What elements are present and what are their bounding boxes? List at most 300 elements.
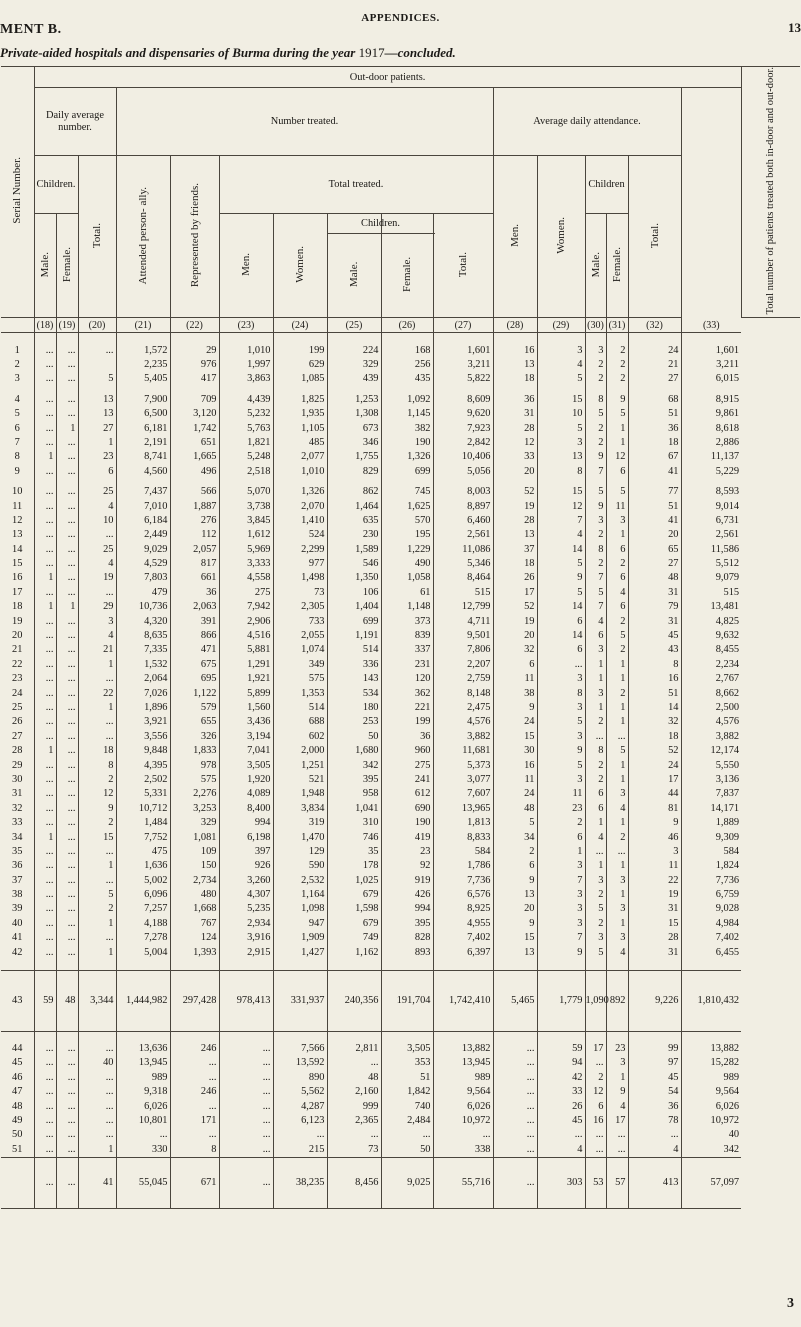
data-cell: ... — [56, 1157, 78, 1208]
data-cell: 1,470 — [273, 830, 327, 844]
data-cell: 5 — [606, 485, 628, 499]
table-row — [1, 902, 800, 916]
data-cell: 7,437 — [116, 485, 170, 499]
data-cell: 1,148 — [381, 600, 433, 614]
data-cell: 994 — [381, 902, 433, 916]
data-cell: 3,845 — [219, 514, 273, 528]
data-cell: 1 — [585, 658, 606, 672]
table-row — [1, 1085, 800, 1099]
data-cell: 57 — [606, 1157, 628, 1208]
data-cell: 1,025 — [327, 873, 381, 887]
data-cell: 1,601 — [681, 343, 741, 357]
data-cell: 3 — [585, 931, 606, 945]
number-treated-header: Number treated. — [116, 88, 493, 156]
data-cell: 828 — [381, 931, 433, 945]
data-cell: 8,593 — [681, 485, 741, 499]
data-cell: 18 — [628, 436, 681, 450]
data-cell: 50 — [381, 1143, 433, 1158]
data-cell: 16 — [493, 758, 537, 772]
serial-cell: 7 — [14, 436, 20, 448]
data-cell: 31 — [628, 614, 681, 628]
data-cell: 21 — [628, 358, 681, 372]
data-cell: 1 — [78, 436, 116, 450]
data-cell: 326 — [170, 730, 219, 744]
data-cell: 27 — [628, 372, 681, 386]
table-row — [1, 1042, 800, 1056]
data-cell: 6 — [606, 465, 628, 479]
data-cell: ... — [493, 1056, 537, 1070]
data-cell: 1 — [606, 421, 628, 435]
total-header-27: Total. — [433, 214, 493, 318]
data-cell: 73 — [273, 586, 327, 600]
data-cell: ... — [34, 393, 56, 407]
table-row — [1, 658, 800, 672]
data-cell: 2,811 — [327, 1042, 381, 1056]
data-cell: 395 — [381, 917, 433, 931]
data-cell: ... — [34, 1143, 56, 1158]
data-cell: 4,560 — [116, 465, 170, 479]
data-cell: 546 — [327, 557, 381, 571]
data-cell: 27 — [628, 557, 681, 571]
data-cell: 77 — [628, 485, 681, 499]
data-cell: 1 — [606, 715, 628, 729]
data-cell: 978 — [170, 758, 219, 772]
data-cell: ... — [56, 407, 78, 421]
data-cell: ... — [606, 1143, 628, 1158]
data-cell: 16 — [585, 1114, 606, 1128]
data-cell: 3 — [537, 902, 585, 916]
data-cell: 6 — [537, 643, 585, 657]
data-cell: ... — [606, 845, 628, 859]
serial-cell: 11 — [12, 500, 23, 512]
data-cell: 4,307 — [219, 888, 273, 902]
data-cell: 4 — [585, 830, 606, 844]
data-cell: 1 — [34, 450, 56, 464]
serial-cell: 41 — [12, 932, 23, 944]
data-cell: ... — [56, 1143, 78, 1158]
data-cell: 67 — [628, 450, 681, 464]
data-cell: 7,752 — [116, 830, 170, 844]
data-cell: 2,191 — [116, 436, 170, 450]
data-cell: 2,500 — [681, 701, 741, 715]
data-cell: 2 — [606, 358, 628, 372]
data-cell: 3,077 — [433, 773, 493, 787]
daily-average-header: Daily average number. — [34, 88, 116, 156]
data-cell: 2 — [606, 830, 628, 844]
page-title — [0, 45, 456, 61]
data-cell: ... — [34, 614, 56, 628]
data-cell: 679 — [327, 888, 381, 902]
data-cell: ... — [34, 528, 56, 542]
data-cell: 490 — [381, 557, 433, 571]
data-cell: 109 — [170, 845, 219, 859]
data-cell: 12,174 — [681, 744, 741, 758]
data-cell: 575 — [273, 672, 327, 686]
data-cell: 919 — [381, 873, 433, 887]
data-cell: 3,344 — [78, 970, 116, 1031]
data-cell: 2 — [537, 816, 585, 830]
table-row — [1, 1143, 800, 1158]
data-cell: 534 — [327, 686, 381, 700]
serial-cell: 42 — [12, 946, 23, 958]
table-row — [1, 816, 800, 830]
serial-cell: 31 — [12, 788, 23, 800]
women-header-24: Women. — [273, 214, 327, 318]
data-cell: 839 — [381, 629, 433, 643]
data-cell: ... — [585, 845, 606, 859]
data-cell: 3,738 — [219, 499, 273, 513]
data-cell: ... — [78, 672, 116, 686]
data-cell: 671 — [170, 1157, 219, 1208]
data-cell: 3 — [585, 643, 606, 657]
total-treated-header: Total treated. — [219, 156, 493, 214]
data-cell: 1 — [606, 1071, 628, 1085]
data-cell: 8,897 — [433, 499, 493, 513]
data-cell: 8 — [628, 658, 681, 672]
data-cell: ... — [170, 1056, 219, 1070]
data-cell: 579 — [170, 701, 219, 715]
data-cell: 3 — [537, 917, 585, 931]
table-row — [1, 514, 800, 528]
data-cell: 9 — [493, 701, 537, 715]
data-cell: 3,120 — [170, 407, 219, 421]
data-cell: ... — [56, 888, 78, 902]
data-cell: 45 — [628, 1071, 681, 1085]
data-cell: 1,810,432 — [681, 970, 741, 1031]
data-cell: ... — [219, 1056, 273, 1070]
data-cell: 5,235 — [219, 902, 273, 916]
data-cell: 2 — [606, 686, 628, 700]
data-cell: ... — [34, 1128, 56, 1142]
table-row — [1, 1114, 800, 1128]
data-cell: 1,164 — [273, 888, 327, 902]
data-cell: ... — [219, 1071, 273, 1085]
data-cell: 23 — [606, 1042, 628, 1056]
data-cell: 9 — [585, 450, 606, 464]
data-cell: ... — [56, 1099, 78, 1113]
data-cell: 2 — [606, 614, 628, 628]
data-cell: 342 — [327, 758, 381, 772]
data-cell: 43 — [628, 643, 681, 657]
data-cell: 575 — [170, 773, 219, 787]
data-cell: 297,428 — [170, 970, 219, 1031]
data-cell: 2,502 — [116, 773, 170, 787]
data-cell: ... — [219, 1099, 273, 1113]
table-row — [1, 744, 800, 758]
data-cell: ... — [34, 787, 56, 801]
data-cell: 6 — [585, 787, 606, 801]
data-cell: ... — [56, 514, 78, 528]
data-cell: 1,532 — [116, 658, 170, 672]
data-cell: 2 — [585, 557, 606, 571]
data-cell: 16 — [493, 343, 537, 357]
data-cell: 7,900 — [116, 393, 170, 407]
data-cell: 27 — [78, 421, 116, 435]
data-cell: 32 — [628, 715, 681, 729]
data-cell: 11 — [493, 672, 537, 686]
data-cell: 337 — [381, 643, 433, 657]
data-cell: 8,003 — [433, 485, 493, 499]
data-cell: 5,331 — [116, 787, 170, 801]
data-cell: 12,799 — [433, 600, 493, 614]
data-cell: 5,550 — [681, 758, 741, 772]
data-cell: 2 — [585, 372, 606, 386]
outdoor-header: Out-door patients. — [34, 67, 741, 88]
data-cell: 30 — [493, 744, 537, 758]
data-cell: ... — [78, 730, 116, 744]
data-cell: ... — [34, 1085, 56, 1099]
data-cell: 2,561 — [681, 528, 741, 542]
data-cell: 9 — [606, 1085, 628, 1099]
data-cell: 5,056 — [433, 465, 493, 479]
data-cell: 1 — [78, 859, 116, 873]
data-cell: 2,365 — [327, 1114, 381, 1128]
total-row-2 — [1, 1157, 800, 1208]
data-cell: 4,984 — [681, 917, 741, 931]
serial-cell: 1 — [14, 344, 20, 356]
data-cell: 976 — [170, 358, 219, 372]
table-row — [1, 945, 800, 959]
data-cell: 1,786 — [433, 859, 493, 873]
data-cell: ... — [493, 1071, 537, 1085]
serial-cell: 51 — [12, 1143, 23, 1155]
data-cell: 79 — [628, 600, 681, 614]
data-cell: 1,889 — [681, 816, 741, 830]
data-cell: 9,028 — [681, 902, 741, 916]
data-cell: ... — [56, 744, 78, 758]
data-cell: ... — [34, 686, 56, 700]
data-cell: ... — [34, 715, 56, 729]
data-cell: 15 — [493, 730, 537, 744]
data-cell: ... — [628, 1128, 681, 1142]
total-row — [1, 970, 800, 1031]
data-cell: 52 — [628, 744, 681, 758]
data-cell: 13 — [493, 888, 537, 902]
data-cell: 3,253 — [170, 802, 219, 816]
data-cell: 4,558 — [219, 571, 273, 585]
serial-cell: 6 — [14, 422, 20, 434]
data-cell: 15,282 — [681, 1056, 741, 1070]
data-cell: 7 — [537, 873, 585, 887]
serial-cell: 12 — [12, 514, 23, 526]
data-cell: 4,576 — [681, 715, 741, 729]
data-cell: 1,122 — [170, 686, 219, 700]
data-cell: 9,564 — [433, 1085, 493, 1099]
data-cell: 40 — [681, 1128, 741, 1142]
footer-number: 3 — [787, 1296, 794, 1311]
data-cell: 8 — [537, 465, 585, 479]
data-cell: ... — [34, 543, 56, 557]
data-cell: 3 — [585, 686, 606, 700]
data-cell: 1,909 — [273, 931, 327, 945]
data-cell: 16 — [628, 672, 681, 686]
children-header: Children. — [34, 156, 78, 214]
data-cell: 9,318 — [116, 1085, 170, 1099]
running-head: APPENDICES. — [361, 12, 440, 24]
data-cell: 8,833 — [433, 830, 493, 844]
serial-cell: 49 — [12, 1114, 23, 1126]
data-cell: 276 — [170, 514, 219, 528]
data-cell: ... — [34, 758, 56, 772]
data-cell: 829 — [327, 465, 381, 479]
data-cell: ... — [34, 845, 56, 859]
data-cell: 417 — [170, 372, 219, 386]
table-row — [1, 421, 800, 435]
table-row — [1, 436, 800, 450]
data-cell: 4 — [78, 499, 116, 513]
data-cell: 3,916 — [219, 931, 273, 945]
data-cell: 38,235 — [273, 1157, 327, 1208]
data-cell: 190 — [381, 816, 433, 830]
serial-cell: 14 — [12, 543, 23, 555]
data-cell: 37 — [493, 543, 537, 557]
data-cell: ... — [219, 1085, 273, 1099]
data-cell: ... — [381, 1128, 433, 1142]
data-cell: 695 — [170, 672, 219, 686]
data-cell: 303 — [537, 1157, 585, 1208]
data-cell: 1 — [606, 917, 628, 931]
data-cell: 6 — [585, 629, 606, 643]
data-cell: 349 — [273, 658, 327, 672]
data-cell: 2,532 — [273, 873, 327, 887]
table-row — [1, 1128, 800, 1142]
data-cell: 59 — [34, 970, 56, 1031]
data-cell: 12 — [585, 1085, 606, 1099]
data-cell: 3 — [628, 845, 681, 859]
table-row — [1, 407, 800, 421]
data-cell: 15 — [537, 393, 585, 407]
data-cell: 6,026 — [433, 1099, 493, 1113]
data-cell: 6,026 — [116, 1099, 170, 1113]
data-cell: 2 — [585, 715, 606, 729]
data-cell: 1,229 — [381, 543, 433, 557]
data-cell: ... — [170, 1128, 219, 1142]
serial-cell: 24 — [12, 687, 23, 699]
men-header-23: Men. — [219, 214, 273, 318]
data-cell: 7,942 — [219, 600, 273, 614]
data-cell: 817 — [170, 557, 219, 571]
data-cell: 5 — [493, 816, 537, 830]
data-cell: 9,226 — [628, 970, 681, 1031]
data-cell: ... — [34, 557, 56, 571]
table-row — [1, 629, 800, 643]
data-cell: ... — [34, 1056, 56, 1070]
data-cell: 25 — [78, 485, 116, 499]
table-row — [1, 343, 800, 357]
data-cell: ... — [493, 1143, 537, 1158]
data-cell: 10,801 — [116, 1114, 170, 1128]
table-row — [1, 643, 800, 657]
data-cell: 5,004 — [116, 945, 170, 959]
serial-cell: 50 — [12, 1129, 23, 1141]
data-cell: 11 — [537, 787, 585, 801]
data-cell: 8,741 — [116, 450, 170, 464]
data-cell: 17 — [585, 1042, 606, 1056]
data-cell: 329 — [170, 816, 219, 830]
data-cell: 1 — [34, 830, 56, 844]
data-cell: ... — [170, 1099, 219, 1113]
data-cell: 221 — [381, 701, 433, 715]
data-cell: 8,925 — [433, 902, 493, 916]
table-row — [1, 465, 800, 479]
data-cell: ... — [34, 802, 56, 816]
data-cell: ... — [56, 1114, 78, 1128]
data-cell: 515 — [681, 586, 741, 600]
data-cell: 382 — [381, 421, 433, 435]
data-cell: 68 — [628, 393, 681, 407]
data-cell: 199 — [273, 343, 327, 357]
data-cell: ... — [78, 845, 116, 859]
data-cell: 2,077 — [273, 450, 327, 464]
data-cell: 514 — [273, 701, 327, 715]
data-cell: 9 — [493, 873, 537, 887]
data-cell: 8,609 — [433, 393, 493, 407]
data-cell: 9,025 — [381, 1157, 433, 1208]
data-cell: 19 — [628, 888, 681, 902]
data-cell: 20 — [628, 528, 681, 542]
data-cell: 36 — [493, 393, 537, 407]
data-cell: 1,085 — [273, 372, 327, 386]
data-cell: ... — [537, 658, 585, 672]
table-row — [1, 730, 800, 744]
data-cell: 989 — [433, 1071, 493, 1085]
serial-cell: 34 — [12, 831, 23, 843]
data-cell: 14 — [537, 543, 585, 557]
data-cell: 35 — [327, 845, 381, 859]
serial-cell: 43 — [1, 970, 34, 1031]
data-cell: ... — [56, 730, 78, 744]
data-cell: ... — [493, 1128, 537, 1142]
data-cell: 36 — [170, 586, 219, 600]
data-cell: 2,484 — [381, 1114, 433, 1128]
data-cell: ... — [219, 1128, 273, 1142]
data-cell: 1,145 — [381, 407, 433, 421]
data-cell: ... — [56, 859, 78, 873]
serial-cell: 45 — [12, 1057, 23, 1069]
data-cell: 4,516 — [219, 629, 273, 643]
data-cell: 661 — [170, 571, 219, 585]
data-cell: 22 — [78, 686, 116, 700]
data-cell: 5 — [606, 407, 628, 421]
data-cell: 1 — [56, 421, 78, 435]
data-cell: 673 — [327, 421, 381, 435]
data-cell: 3 — [537, 859, 585, 873]
table-row — [1, 802, 800, 816]
data-cell: 7,923 — [433, 421, 493, 435]
data-cell: 9 — [628, 816, 681, 830]
data-cell: 989 — [681, 1071, 741, 1085]
data-cell: 1,813 — [433, 816, 493, 830]
data-cell: 4,711 — [433, 614, 493, 628]
data-cell: 275 — [381, 758, 433, 772]
data-cell: 231 — [381, 658, 433, 672]
data-cell: 124 — [170, 931, 219, 945]
title-year: 1917 — [358, 45, 385, 60]
data-cell: 15 — [628, 917, 681, 931]
table-row — [1, 586, 800, 600]
data-cell: 2,734 — [170, 873, 219, 887]
data-cell: 524 — [273, 528, 327, 542]
data-cell: 42 — [537, 1071, 585, 1085]
serial-cell: 38 — [12, 889, 23, 901]
data-cell: 1,191 — [327, 629, 381, 643]
data-cell: 3 — [585, 514, 606, 528]
data-cell: 45 — [628, 629, 681, 643]
data-cell: ... — [78, 1099, 116, 1113]
serial-cell: 25 — [12, 701, 23, 713]
data-cell: 3 — [606, 514, 628, 528]
data-cell: 241 — [381, 773, 433, 787]
